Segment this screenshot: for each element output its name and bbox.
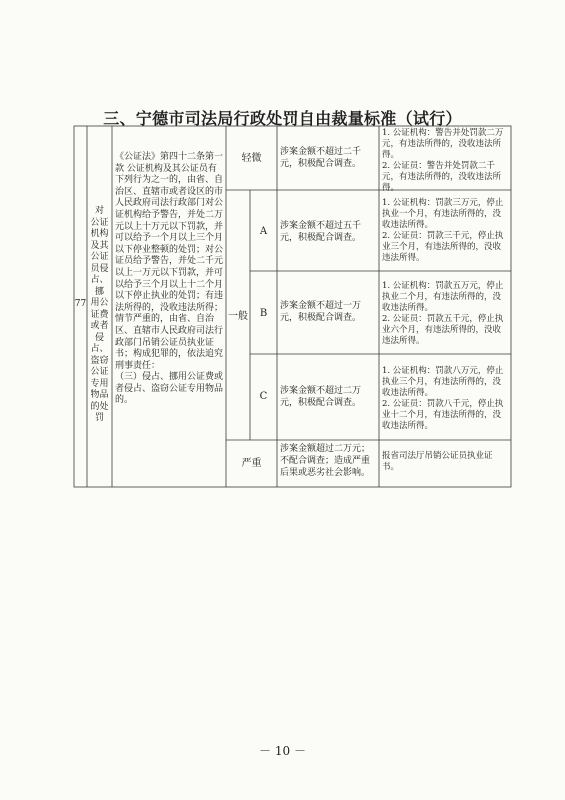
- level-severe-label: 严重: [241, 458, 262, 469]
- level-general-label: 一般: [228, 311, 248, 322]
- row-number: 77: [74, 299, 87, 309]
- legal-basis-cell: 《公证法》第四十二条第一款 公证机构及其公证员有下列行为之一的，由省、自治区、直辖市或者设区的市人民政府司法行政部门对公证机构给予警告，并处二万元以上十万元以下罚款，并可以给予一个月以上三个月以下停业整顿的处罚；对公证员给予警告，并处二千元以上一万元以下罚款，并可以给予三个月以上十二个月以下停止执业的处罚；有违法所得的，没收违法所得；情节严重的，由省、自治区、直辖市人民政府司法行政部门吊销公证员执业证书；构成犯罪的，依法追究刑事责任： （三）侵占、挪用公证费或者侵占、盗窃公证专用物品的。: [115, 152, 224, 406]
- level-a-circumstance: 涉案金额不超过五千元，积极配合调查。: [280, 221, 362, 243]
- violation-cell: 对 公证 机构 及其 公证 员侵 占、挪 用公 证费 或者 侵占、 盗窃 公证 专用 物品 的处 罚: [90, 206, 109, 423]
- level-minor-standard: 1. 公证机构：警告并处罚款二万元，有违法所得的，没收违法所得。 2. 公证员：警告并处罚款二千元，有违法所得的，没收违法所得。: [382, 128, 504, 193]
- level-b-label: B: [259, 308, 268, 319]
- level-b-standard: 1. 公证机构：罚款五万元，停止执业二个月，有违法所得的，没收违法所得。 2. 公证员：罚款五千元，停止执业六个月，有违法所得的，没收违法所得。: [382, 281, 504, 346]
- level-a-standard: 1. 公证机构：罚款三万元，停止执业一个月，有违法所得的，没收违法所得。 2. 公证员：罚款三千元，停止执业三个月，有违法所得的，没收违法所得。: [382, 198, 504, 263]
- level-minor-circumstance: 涉案金额不超过二千元，积极配合调查。: [280, 147, 362, 169]
- level-b-circumstance: 涉案金额不超过一万元，积极配合调查。: [280, 301, 362, 323]
- level-severe-standard: 报省司法厅吊销公证员执业证书。: [382, 451, 493, 472]
- page-title: 三、宁德市司法局行政处罚自由裁量标准（试行）: [103, 109, 462, 128]
- level-c-standard: 1. 公证机构：罚款八万元，停止执业三个月，有违法所得的，没收违法所得。 2. 公证员：罚款八千元，停止执业十二个月，有违法所得的，没收违法所得。: [382, 366, 504, 431]
- level-minor-label: 轻微: [241, 153, 262, 164]
- level-c-circumstance: 涉案金额不超过二万元，积极配合调查。: [280, 386, 362, 408]
- page-number: － 10 －: [259, 744, 306, 758]
- level-c-label: C: [259, 391, 268, 402]
- level-severe-circumstance: 涉案金额超过二万元；不配合调查；造成严重后果或恶劣社会影响。: [280, 444, 371, 478]
- level-a-label: A: [259, 226, 268, 237]
